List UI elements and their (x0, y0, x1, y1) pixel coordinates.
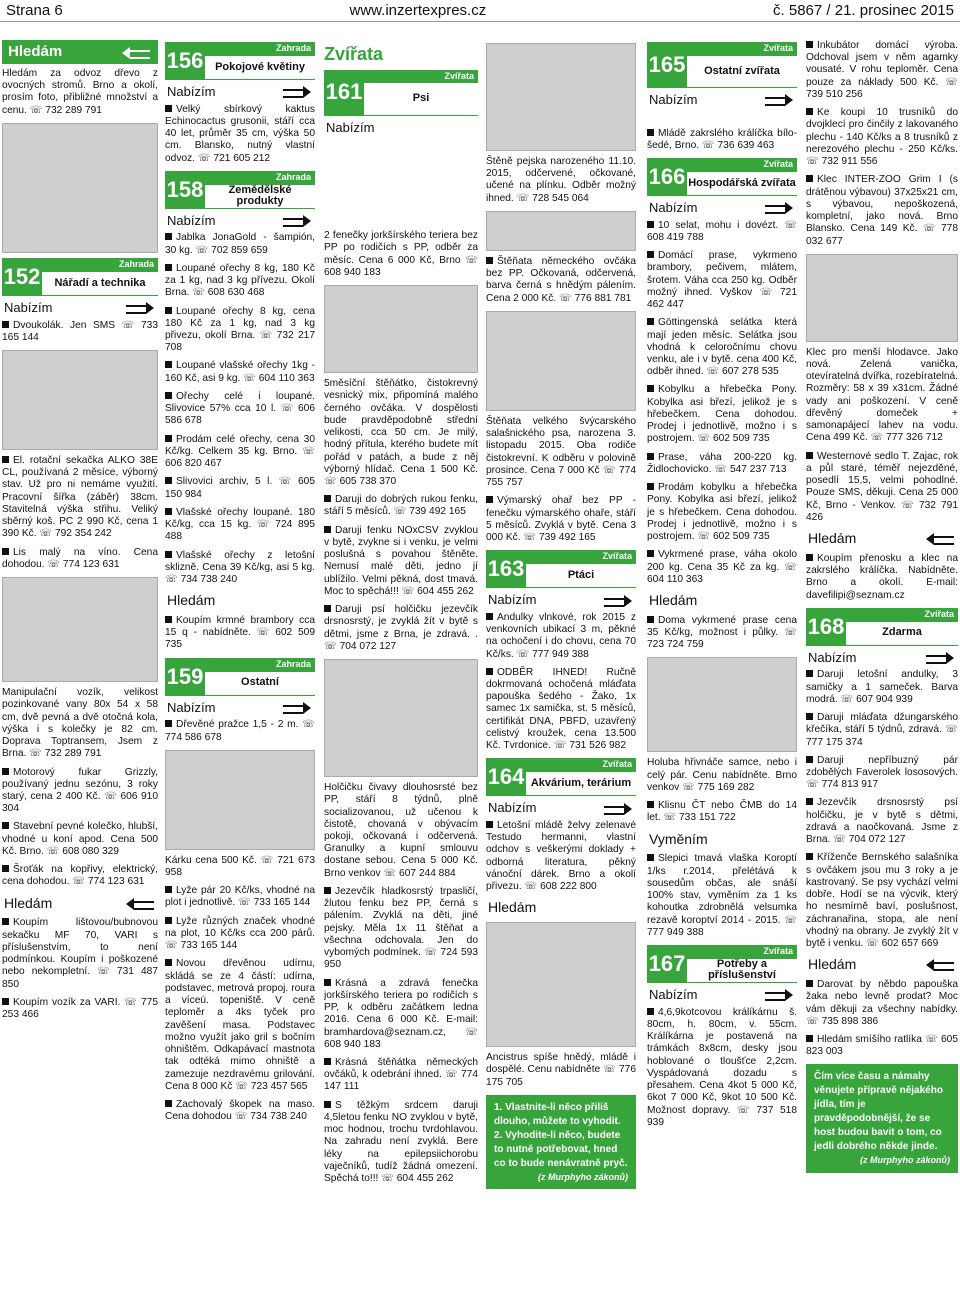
ad: Loupané ořechy 8 kg, cena 180 Kč za 1 kg, nad 3 kg přivezu, okolí Brna. ☏ 732 217 708 (165, 305, 315, 354)
category-tag: 165 Zvířata Ostatní zvířata (647, 42, 797, 88)
issue-date: č. 5867 / 21. prosinec 2015 (773, 1, 954, 19)
ad: Daruji psí holčičku jezevčík drsnosrstý, je zvyklá žít v bytě s dětmi, jsme z Brna, je zdravá. . ☏ 704 072 127 (324, 604, 478, 652)
category-tag: 161 Zvířata Psi (324, 70, 478, 116)
ad: Letošní mládě želvy zelenavé Testudo hermanni, vlastní odchov s veškerými doklady + odborná literatura, pěkný vánoční dárek. Brno a okolí přivezu. ☏ 608 222 800 (486, 819, 636, 893)
ad: Štěňata velkého švýcarského salašnického psa, narozena 3. listopadu 2015. Oba rodiče čistokrevní. K odběru v polovině prosince. Cena 7 000 Kč ☏ 774 755 757 (486, 415, 636, 489)
murphy-quote: 1. Vlastnite-li něco přiliš dlouho, můžete to vyhodit. 2. Vyhodite-li něco, budete to nutně potřebovat, hned co to bude nenávratně pryč. (z Murphyho zákonů) (486, 1095, 636, 1190)
arrow-right-icon (763, 988, 795, 1001)
section-hledam: Hledám (808, 530, 956, 547)
ad: Daruji nepříbuzný pár zdobělých Faverolek lososových. ☏ 774 813 917 (806, 754, 958, 791)
section-nabizim: Nabízím (165, 700, 315, 716)
ad: Vlašské ořechy z letošní sklizně. Cena 39 Kč/kg, asi 5 kg. ☏ 734 738 240 (165, 549, 315, 585)
column-5 (647, 40, 797, 1316)
arrow-right-icon (281, 85, 313, 98)
arrow-right-icon (763, 93, 795, 106)
pigeon-photo (647, 657, 797, 752)
column-1 (2, 40, 158, 1316)
ad: Lyže různých značek vhodné na plot, 10 Kč/ks cca 200 párů. ☏ 733 165 144 (165, 915, 315, 952)
ad: Hledám smíšího ratlíka ☏ 605 823 003 (806, 1034, 958, 1058)
ad: Holuba hřivnáče samce, nebo i celý pár. Cenu nabídněte. Brno venkov ☏ 775 169 282 (647, 757, 797, 793)
section-nabizim: Nabízím (647, 987, 797, 1003)
section-hledam: Hledám (649, 591, 698, 608)
murphy-quote: Čím více času a námahy věnujete přípravě nějakého jídla, tím je pravděpodobnější, že se host budou bavit o tom, co jedli dobrého někde jinde. (z Murphyho zákonů) (806, 1064, 958, 1173)
arrow-right-icon (281, 214, 313, 227)
ad: Klec INTER-ZOO Grim I (s drátěnou výbavou) 37x25x21 cm, s výbavou, nepoškozená, kompletní, jako nová. Brno Blansko. Cena 149 Kč. ☏ 778 032 677 (806, 174, 958, 247)
ad: Slivovici archiv, 5 l. ☏ 605 150 984 (165, 476, 315, 500)
section-nabizim: Nabízím (165, 213, 315, 229)
page-number: Strana 6 (6, 1, 63, 19)
arrow-right-icon (602, 594, 634, 607)
ad: 2 fenečky jorkšírského teriera bez PP po rodičích s PP, odběr za měsíc. Cena 6 000 Kč, Brno ☏ 608 940 183 (324, 230, 478, 278)
ad: Klec pro menší hlodavce. Jako nová. Zelená vanička, otevíratelná dvířka, rozebíratelná. Rozměry: 58 x 39 x31cm. Žádné vady ani poškození. V ceně dřevěný domeček + samonapájecí lahev na vodu. Cena 499 Kč. ☏ 777 326 712 (806, 346, 958, 444)
site-url[interactable]: www.inzertexpres.cz (349, 1, 487, 19)
aquarium-fish-photo (486, 922, 636, 1047)
page-header (0, 0, 960, 22)
column-6 (806, 40, 958, 1316)
section-nabizim: Nabízím (806, 650, 958, 666)
cage-photo (806, 254, 958, 342)
ad: Slepici tmavá vlaška Koroptí 1/ks r.2014, přelétává k sousedům občas, ale snáší 100% stav, vyměním za 1 ks kohoutka zdrobnělá velsumka rezavě koroptví 2014 - 2015. ☏ 777 949 388 (647, 853, 797, 938)
ad: Daruji letošní andulky, 3 samičky a 1 sameček. Barva modrá. ☏ 607 904 939 (806, 669, 958, 705)
ad: Vykrmené prase, váha okolo 200 kg. Cena 35 Kč za kg. ☏ 604 110 363 (647, 549, 797, 585)
ad: Prodám celé ořechy, cena 30 Kč/kg. Celkem 35 kg. Brno. ☏ 606 820 467 (165, 433, 315, 470)
ad: Velký sbírkový kaktus Echinocactus grusonii, stáří cca 40 let, průměr 35 cm, výška 50 cm. Blansko, nutný vlastní odvoz. ☏ 721 605 212 (165, 103, 315, 164)
ad: Jablka JonaGold - šampión, 30 kg. ☏ 702 859 659 (165, 232, 315, 256)
section-hledam: Hledám (2, 40, 158, 64)
section-nabizim: Nabízím (165, 84, 315, 100)
category-tag: 152 Zahrada Nářadí a technika (2, 258, 158, 296)
ad: Jezevčík drsnosrstý psí holčičku, je v bytě s dětmi, zdravá a naočkovaná. Jsme z Brna. ☏ 704 072 127 (806, 797, 958, 846)
dog-photo (486, 311, 636, 411)
ad: Koupím krmné brambory cca 15 q - nabídněte. ☏ 602 509 735 (165, 615, 315, 651)
ad: Dřevěné pražce 1,5 - 2 m. ☏ 774 586 678 (165, 719, 315, 743)
ad: Manipulační vozík, velikost pozinkované vany 80x 54 x 58 cm, dvě pevná a dvě otočná kola, výška i s kolečky je 82 cm. Doprava Toptransem, Jsem z Brna. ☏ 732 289 791 (2, 687, 158, 760)
cartoon-image (2, 123, 158, 253)
ad: Daruji fenku NOxCSV zvyklou v bytě, zvykne si i venku, je velmi poslušná s povahou štěněte. Nemusí malé děti, jedno jí ublížilo. Velmi pěkná, dost tmavá. Moc to spěchá!!! ☏ 604 455 262 (324, 524, 478, 597)
arrow-right-icon (763, 201, 795, 214)
section-nabizim: Nabízím (326, 119, 375, 135)
ad: Koupím lištovou/bubnovou sekačku MF 70, VARI s příslušenstvím, to není podmínkou. Koupím i poškozené nebo nekompletní. ☏ 731 487 850 (2, 917, 158, 990)
section-hledam: Hledám (167, 592, 216, 609)
ad: Kárku cena 500 Kč. ☏ 721 673 958 (165, 854, 315, 879)
ad: Krásná a zdravá fenečka jorkšírského teriera po rodičích s PP, k odběru začátkem ledna 2016. Cena 6 000 Kč. E-mail: bramhardova@seznam.cz, ☏ 608 940 183 (324, 977, 478, 1050)
ad: Kříženče Bernského salašníka s ovčákem jsou mu 3 roky a je kastrovaný. Se psy vychází velmi dobře. Hodí se na výcvik, který ho nesmírně baví, poslušnost, záchranařina, stopa, ale není vhodný na obrany. Je zvyklý žít v bytě i venku. ☏ 602 657 669 (806, 852, 958, 950)
section-nabizim: Nabízím (486, 592, 636, 608)
ad: ODBĚR IHNED! Ručně dokrmovaná ochočená mláďata papouška šedého - Žako, 1x samec 1x samička, st. 5 měsíců, certifikát DNA, PBFD, uzavřený celistvý kroužek, cena 13.500 Kč. Tvrdonice. ☏ 731 526 982 (486, 666, 636, 752)
ad: Mládě zakrslého králíčka bílo-šedé, Brno. ☏ 736 639 463 (647, 127, 797, 151)
arrow-right-icon (602, 802, 634, 815)
ad: Stavební pevné kolečko, hlubší, vhodné u koní apod. Cena 500 Kč. Brno. ☏ 608 080 329 (2, 821, 158, 857)
ad: Koupím vozík za VARI. ☏ 775 253 466 (2, 996, 158, 1021)
section-hledam: Hledám (4, 895, 156, 912)
ad: Krásná štěňátka německých ovčáků, k odebrání ihned. ☏ 774 147 111 (324, 1056, 478, 1093)
column-2 (165, 40, 315, 1316)
ad: Kobylku a hřebečka Pony. Kobylka asi březí, jelikož je s hřebečkem. Cena dohodou. Prodej i jednotlivě, možno i s postrojem. ☏ 602 509 735 (647, 384, 797, 445)
arrow-right-icon (924, 651, 956, 664)
category-tag: 168 Zvířata Zdarma (806, 608, 958, 646)
arrow-left-icon (924, 958, 956, 971)
cart-image (2, 577, 158, 682)
ad: Vlašské ořechy loupané. 180 Kč/kg, cca 15 kg. ☏ 724 895 488 (165, 506, 315, 543)
ad: Prase, váha 200-220 kg. Židlochovicko. ☏ 547 237 713 (647, 451, 797, 475)
ad: Štěňata německého ovčáka bez PP. Očkovaná, odčervená, barva černá s hnědým pálením. Cena 2 000 Kč. ☏ 776 881 781 (486, 255, 636, 304)
section-hledam: Hledám (488, 899, 537, 916)
section-hledam: Hledám (808, 956, 956, 973)
ad: Koupím přenosku a klec na zakrslého králíčka. Nabídněte. Brno a okolí. E-mail: davefilipi@seznam.cz (806, 552, 958, 601)
category-tag: 167 Zvířata Potřeby a příslušenství (647, 945, 797, 983)
column-4 (486, 40, 636, 1316)
category-tag: 164 Zvířata Akvárium, terárium (486, 758, 636, 796)
ad: Daruji mláďata džungarského křečíka, stáří 5 týdnů, zdravá. ☏ 777 175 374 (806, 712, 958, 748)
ad: Daruji do dobrých rukou fenku, stáří 5 měsíců. ☏ 739 492 165 (324, 494, 478, 518)
ad: Andulky vlnkové, rok 2015 z venkovních ubikací 3 m, pěkné na ochočení i do chovu, cena 70 Kč/ks. ☏ 777 949 388 (486, 611, 636, 660)
category-tag: 166 Zvířata Hospodářská zvířata (647, 158, 797, 196)
category-tag: 159 Zahrada Ostatní (165, 658, 315, 696)
ad: Inkubátor domácí výroba. Odchoval jsem v něm agamky vousaté. V rohu teploměr. Cena pouze za náklady 500 Kč. ☏ 739 510 256 (806, 40, 958, 100)
ad: Ke koupi 10 trusníků do dvojklecí pro činčily z lakovaného plechu - 140 Kč/ks a 8 trusníků z nerezového plechu - 250 Kč/ks. ☏ 732 911 556 (806, 107, 958, 168)
arrow-right-icon (281, 701, 313, 714)
ad: Výmarský ohař bez PP - fenečku výmarského ohaře, stáří 5 měsíců. Zvyklá v bytě. Cena 3 000 Kč. ☏ 739 492 165 (486, 495, 636, 543)
ad: Ancistrus spíše hnědý, mládě i dospělé. Cenu nabídněte ☏ 776 175 705 (486, 1052, 636, 1088)
arrow-left-icon (924, 532, 956, 545)
ad: S těžkým srdcem daruji 4,5letou fenku NO zvyklou v bytě, moc hodnou, trochu tvrdohlavou. Na zahradu není zvyklá. Bere léky na epilepsiichorobu vaječníků, tudíž žádná omezení. Spěchá to!!! ☏ 604 455 262 (324, 1099, 478, 1185)
arrow-left-icon (120, 46, 152, 59)
ad: Westernové sedlo T. Zajac, rok a půl staré, téměř nejezděné, posedlí 15,5, velmi pohodlné. Pouze SMS, děkuji. Cena 25 000 Kč, Brno - Venkov. ☏ 732 791 426 (806, 450, 958, 523)
ad: Loupané vlašské ořechy 1kg - 160 Kč, asi 9 kg. ☏ 604 110 363 (165, 360, 315, 384)
lawnmower-image (2, 350, 158, 450)
column-3 (324, 40, 478, 1316)
ad: Domácí prase, vykrmeno brambory, pečivem, mlátem, šrotem. Váha cca 250 kg. Odběr možný ihned. Vyškov ☏ 721 462 447 (647, 250, 797, 311)
ad: Šroťák na kopřivy, elektrický, cena dohodou. ☏ 774 123 631 (2, 864, 158, 888)
ad: Holčičku čivavy dlouhosrsté bez PP, stáří 8 týdnů, plně socializovanou, už učenou k čistotě, chovaná v obývacím pokoji, očkovaná i odčervená. Granulky a kupní smlouvu dostane sebou. Cena 5 000 Kč. Brno venkov ☏ 607 244 884 (324, 782, 478, 879)
arrow-right-icon (124, 301, 156, 314)
ad: Göttingenská selátka která mají jeden měsíc. Selátka jsou vhodná k celoročnímu chovu venku, ale i v bytě. cena 400 Kč, odběr ihned. ☏ 607 278 535 (647, 317, 797, 378)
puppy-photo (486, 43, 636, 151)
ad: Prodám kobylku a hřebečka Pony. Kobylka asi březí, jelikož je s hřebečkem. Cena dohodou. Prodej i jednotlivě, možno i s postrojem. ☏ 602 509 735 (647, 482, 797, 543)
section-nabizim: Nabízím (2, 300, 158, 316)
ad: Motorový fukar Grizzly, používaný jednu sezónu, 3 roky starý, cena 2 400 Kč. ☏ 606 910 304 (2, 766, 158, 815)
ad: Jezevčík hladkosrstý trpasličí, žlutou fenku bez PP, černá s pálením. Zvyklá na děti, jiné pejsky. Měla 1x 11 štěňat a všechna odchovala. Jen do vybomých podmínek. ☏ 724 593 950 (324, 885, 478, 971)
ad: Štěně pejska narozeného 11.10. 2015, odčervené, očkované, učené na plínku. Odběr možný ihned. ☏ 728 545 064 (486, 156, 636, 204)
ad: 5měsíční štěňátko, čistokrevný vesnický mix, připomíná malého černého ovčáka. V dospělosti bude pravděpodobně střední velikosti, cca 50 cm. Je milý, hodný přítula, kterého budete mít pořád v patách, a bude z něj výborný hlídač. Cena 1 500 Kč. ☏ 605 738 370 (324, 378, 478, 487)
chihuahua-photo (324, 659, 478, 777)
ad: Lis malý na víno. Cena dohodou. ☏ 774 123 631 (2, 546, 158, 570)
puppy-photo (486, 211, 636, 251)
ad: Loupané ořechy 8 kg, 180 Kč za 1 kg, nad 3 kg přívezu. Okolí Brna. ☏ 608 630 468 (165, 262, 315, 299)
ad: El. rotační sekačka ALKO 38E CL, používaná 2 měsíce, výborný stav. Už pro ni nemáme využití. Pracovní šířka (záběr) 38cm. Stavitelná výška střihu. Veliký sběrný koš. PC 2 990 Kč, cena 1 390 Kč. ☏ 792 354 242 (2, 455, 158, 540)
ad: Hledám za odvoz dřevo z ovocných stromů. Brno a okolí, prosím foto, přibližné množství a cenu. ☏ 732 289 791 (2, 68, 158, 116)
arrow-left-icon (124, 897, 156, 910)
ad: Klisnu ČT nebo ČMB do 14 let. ☏ 733 151 722 (647, 800, 797, 824)
ad: Darovat by něbdo papouška žaka nebo levně prodat? Moc vám děkuji za všechny nabídky. ☏ 735 898 386 (806, 979, 958, 1027)
category-tag: 156 Zahrada Pokojové květiny (165, 42, 315, 80)
section-nabizim: Nabízím (647, 200, 797, 216)
section-nabizim: Nabízím (647, 92, 797, 108)
ad: Novou dřevěnou udírnu, skládá se ze 4 částí: udírna, podstavec, metrová propoj. roura a víceú. topeniště. V ceně teploměr a 4ks tyček pro zavěšení masa. Podstavec možno využít jako gril s bočním ohništěm. Odkapávací mastnota tak odtéká mimo ohniště a zamezuje nezdravému grilování. Cena 8 000 Kč ☏ 723 457 565 (165, 958, 315, 1092)
category-tag: 158 Zahrada Zemědělské produkty (165, 171, 315, 209)
ad: Lyže pár 20 Kč/ks, vhodné na plot i jednotlivě. ☏ 733 165 144 (165, 885, 315, 909)
ad: Ořechy celé i loupané. Slivovice 57% cca 10 l. ☏ 606 586 678 (165, 390, 315, 427)
ad: 4,6,9kotcovou králíkárnu š. 80cm, h. 80cm, v. 55cm. Králíkárna je postavená na trámkách 8x8cm, desky jsou hoblované o tloušťce 2,2cm. Vyspádovaná dozadu s přesahem. Cena 4kot 5 000 Kč, 6kot 7 000 Kč, 9kot 10 500 Kč. Možnost dopravy. ☏ 737 518 939 (647, 1006, 797, 1128)
section-nabizim: Nabízím (486, 800, 636, 816)
category-tag: 163 Zvířata Ptáci (486, 550, 636, 588)
ad: Doma vykrmené prase cena 35 Kč/kg, možnost i půlky. ☏ 723 724 759 (647, 614, 797, 651)
category-title: Zvířata (324, 44, 384, 64)
section-vymenim: Vyměním (649, 830, 708, 847)
cart-image (165, 750, 315, 850)
puppy-photo (324, 285, 478, 373)
ad: Dvoukolák. Jen SMS ☏ 733 165 144 (2, 319, 158, 343)
ad: Zachovalý škopek na maso. Cena dohodou ☏ 734 738 240 (165, 1099, 315, 1123)
ad: 10 selat, mohu i dovézt. ☏ 608 419 788 (647, 219, 797, 243)
